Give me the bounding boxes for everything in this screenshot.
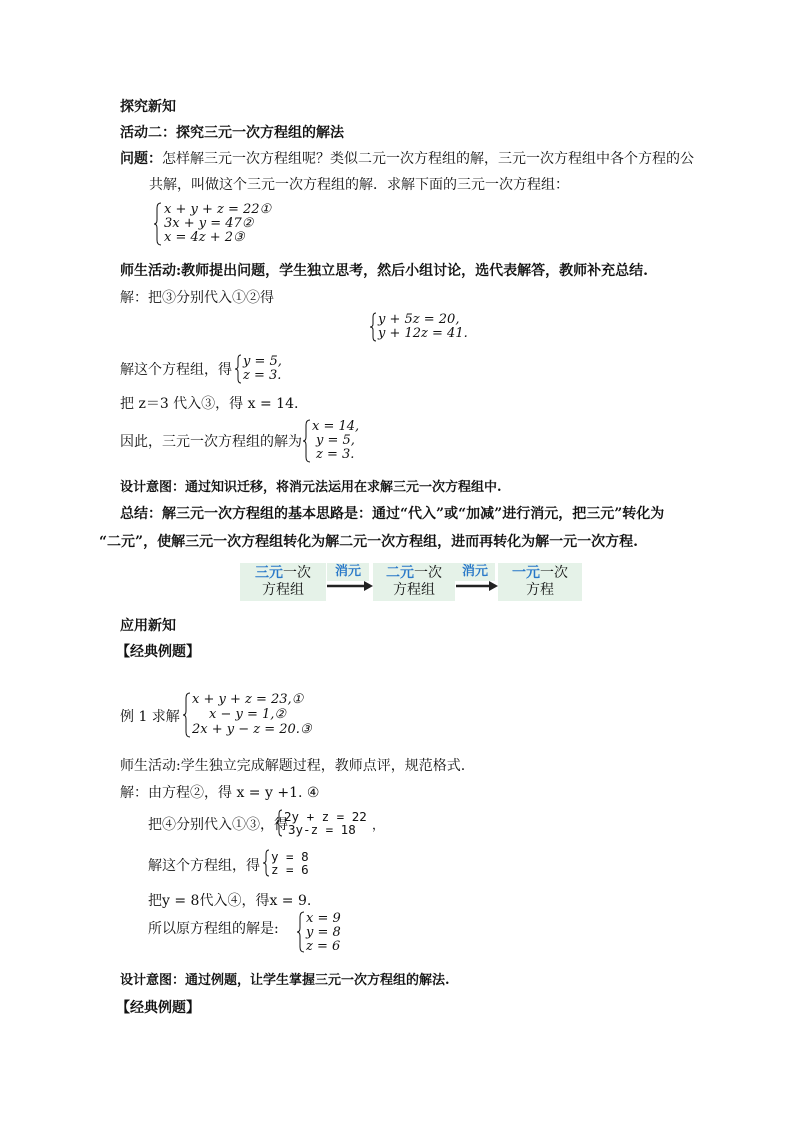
equation-line: x − y = 1,② — [209, 707, 287, 722]
question-label: 问题： — [120, 151, 162, 167]
equation-line: y = 8 — [271, 849, 309, 864]
section-heading-explore: 探究新知 — [120, 99, 176, 115]
equation-line: y = 5, — [316, 433, 355, 448]
classic-example-heading-1: 【经典例题】 — [116, 644, 200, 660]
equation-line: x = 9 — [306, 911, 341, 926]
equation-line: y = 5, — [243, 354, 282, 369]
equation-line: x = 4z + 2③ — [164, 230, 245, 245]
example-solution-line-2: 把④分别代入①③，得 — [148, 817, 288, 833]
equation-line: x + y + z = 23,① — [192, 692, 304, 707]
equation-line: y + 5z = 20, — [378, 312, 460, 327]
equation-line: 2x + y − z = 20.③ — [192, 722, 312, 737]
question-text-1: 怎样解三元一次方程组呢？类似二元一次方程组的解，三元一次方程组中各个方程的公 — [162, 151, 694, 167]
flow-box-one-highlight: 一元 — [512, 565, 540, 581]
equation-system-8 — [297, 911, 357, 953]
teacher-activity-1: 师生活动:教师提出问题，学生独立思考，然后小组讨论，选代表解答，教师补充总结. — [120, 263, 649, 279]
equation-suffix: ， — [372, 817, 385, 832]
flow-box-three — [240, 563, 326, 601]
solution-line-1: 解：把③分别代入①②得 — [120, 290, 274, 306]
equation-line: y + 12z = 41. — [378, 326, 468, 341]
design-intent-1: 设计意图：通过知识迁移，将消元法运用在求解三元一次方程组中. — [120, 480, 502, 495]
arrow-right-icon — [326, 580, 374, 592]
teacher-activity-2: 师生活动:学生独立完成解题过程，教师点评，规范格式. — [120, 758, 466, 774]
flow-box-one-text: 一次 — [540, 565, 568, 581]
section-heading-apply: 应用新知 — [120, 618, 176, 634]
brace-icon — [276, 809, 283, 837]
equation-line: y = 8 — [306, 925, 341, 940]
equation-line: 3y-z = 18 — [288, 822, 356, 837]
example-solution-line-3: 解这个方程组，得 — [148, 858, 260, 874]
flow-box-two-line2: 方程组 — [393, 582, 435, 598]
flow-box-two — [373, 563, 455, 601]
brace-icon — [297, 911, 305, 953]
example-solution-line-5: 所以原方程组的解是: — [148, 921, 279, 937]
equation-system-4 — [303, 419, 373, 463]
question-line-1 — [120, 150, 694, 168]
flow-arrow-label-1: 消元 — [327, 563, 369, 581]
example-solution-line-1: 解：由方程②，得 x = y +1. ④ — [120, 785, 320, 801]
summary-line-2: “二元”，使解三元一次方程组转化为解二元一次方程组，进而再转化为解一元一次方程. — [99, 534, 638, 550]
solution-line-4: 因此，三元一次方程组的解为 — [120, 434, 302, 450]
brace-icon — [303, 419, 311, 463]
brace-icon — [235, 354, 242, 384]
equation-system-3 — [235, 354, 295, 384]
arrow-right-icon — [455, 580, 499, 592]
flow-box-one-line2: 方程 — [526, 582, 554, 598]
equation-line: z = 3. — [243, 368, 282, 383]
equation-system-7 — [263, 849, 323, 877]
solution-line-2: 解这个方程组，得 — [120, 362, 232, 378]
activity-title: 活动二：探究三元一次方程组的解法 — [120, 125, 344, 141]
summary-line-1: 总结：解三元一次方程组的基本思路是：通过“代入”或“加减”进行消元，把三元”转化为 — [120, 506, 665, 522]
equation-line: 2y + z = 22 — [284, 809, 367, 824]
equation-line: z = 6 — [271, 862, 309, 877]
brace-icon — [183, 692, 191, 738]
flow-box-two-text: 一次 — [414, 565, 442, 581]
solution-line-3: 把 z＝3 代入③，得 x = 14. — [120, 396, 299, 412]
brace-icon — [154, 202, 162, 246]
equation-line: z = 3. — [316, 447, 355, 462]
equation-system-6 — [276, 809, 386, 837]
brace-icon — [263, 849, 270, 877]
equation-line: x = 14, — [312, 419, 360, 434]
equation-line: z = 6 — [306, 939, 341, 954]
question-line-2: 共解，叫做这个三元一次方程组的解．求解下面的三元一次方程组： — [149, 177, 569, 193]
flow-box-three-highlight: 三元 — [255, 565, 283, 581]
flow-box-three-line2: 方程组 — [262, 582, 304, 598]
flow-box-one — [498, 563, 582, 601]
flow-box-two-highlight: 二元 — [386, 565, 414, 581]
equation-system-1 — [154, 202, 294, 246]
example-solution-line-4: 把y = 8代入④，得x = 9. — [148, 893, 312, 909]
flow-box-three-text: 一次 — [283, 565, 311, 581]
equation-line: 3x + y = 47② — [164, 216, 254, 231]
classic-example-heading-2: 【经典例题】 — [116, 1000, 200, 1016]
brace-icon — [370, 312, 377, 342]
equation-system-2 — [370, 312, 480, 342]
example-1-label: 例 1 求解 — [120, 709, 180, 725]
flow-arrow-label-2: 消元 — [455, 563, 495, 581]
equation-line: x + y + z = 22① — [164, 202, 272, 217]
design-intent-2: 设计意图：通过例题，让学生掌握三元一次方程组的解法. — [120, 973, 450, 988]
equation-system-5 — [183, 692, 323, 738]
